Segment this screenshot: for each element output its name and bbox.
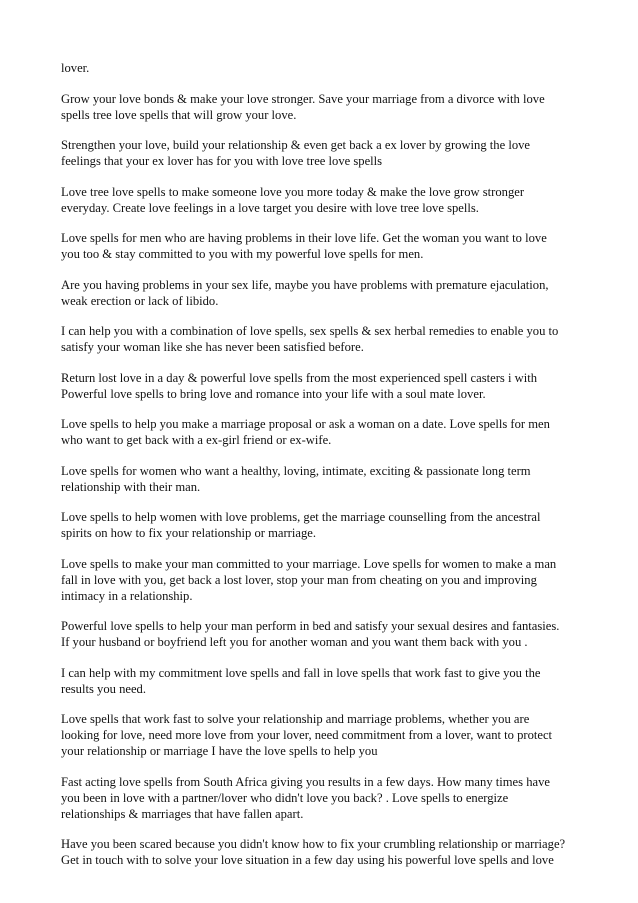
paragraph: I can help you with a combination of love spells, sex spells & sex herbal remedies to enable you to satisfy your woman like she has never been satisfied before. (61, 324, 559, 354)
paragraph: lover. (61, 61, 90, 75)
paragraph: Grow your love bonds & make your love stronger. Save your marriage from a divorce with love spells tree love spells that will grow your love. (61, 91, 545, 122)
paragraph: I can help with my commitment love spells and fall in love spells that work fast to give you the results you need. (61, 665, 541, 696)
paragraph: Strengthen your love, build your relationship & even get back a ex lover by growing the love feelings that your ex lover has for you with love tree love spells (61, 138, 531, 168)
paragraph: Return lost love in a day & powerful love spells from the most experienced spell casters i with Powerful love spells to bring love and romance into your life with a soul mate lover. (61, 370, 537, 401)
paragraph: Love spells for men who are having problems in their love life. Get the woman you want to love you too & stay committed to you with my powerful love spells for men. (61, 231, 547, 261)
paragraph: Love spells to help women with love problems, get the marriage counselling from the ancestral spirits on how to fix your relationship or marriage. (61, 510, 541, 540)
paragraph: Powerful love spells to help your man perform in bed and satisfy your sexual desires and fantasies. If your husband or boyfriend left you for another woman and you want them back with you . (61, 619, 560, 649)
paragraph: Are you having problems in your sex life, maybe you have problems with premature ejaculation, weak erection or lack of libido. (61, 277, 549, 308)
paragraph: Fast acting love spells from South Africa giving you results in a few days. How many times have you been in love with a partner/lover who didn't love you back? . Love spells to energize relationships & marriages that have fallen apart. (61, 774, 550, 821)
paragraph: Love spells for women who want a healthy, loving, intimate, exciting & passionate long term relationship with their man. (61, 463, 531, 494)
paragraph: Love spells to help you make a marriage proposal or ask a woman on a date. Love spells for men who want to get back with a ex-girl friend or ex-wife. (61, 417, 550, 447)
paragraph: Have you been scared because you didn't know how to fix your crumbling relationship or marriage? Get in touch with to solve your love situation in a few day using his powerful love spells and love (61, 837, 566, 867)
paragraph: Love spells that work fast to solve your relationship and marriage problems, whether you are looking for love, need more love from your lover, need commitment from a lover, want to protect your relationship or marriage I have the love spells to help you (61, 712, 553, 758)
document-body (61, 60, 583, 883)
paragraph: Love tree love spells to make someone love you more today & make the love grow stronger everyday. Create love feelings in a love target you desire with love tree love spells. (61, 184, 525, 215)
paragraph: Love spells to make your man committed to your marriage. Love spells for women to make a man fall in love with you, get back a lost lover, stop your man from cheating on you and improving intimacy in a relationship. (61, 556, 557, 603)
